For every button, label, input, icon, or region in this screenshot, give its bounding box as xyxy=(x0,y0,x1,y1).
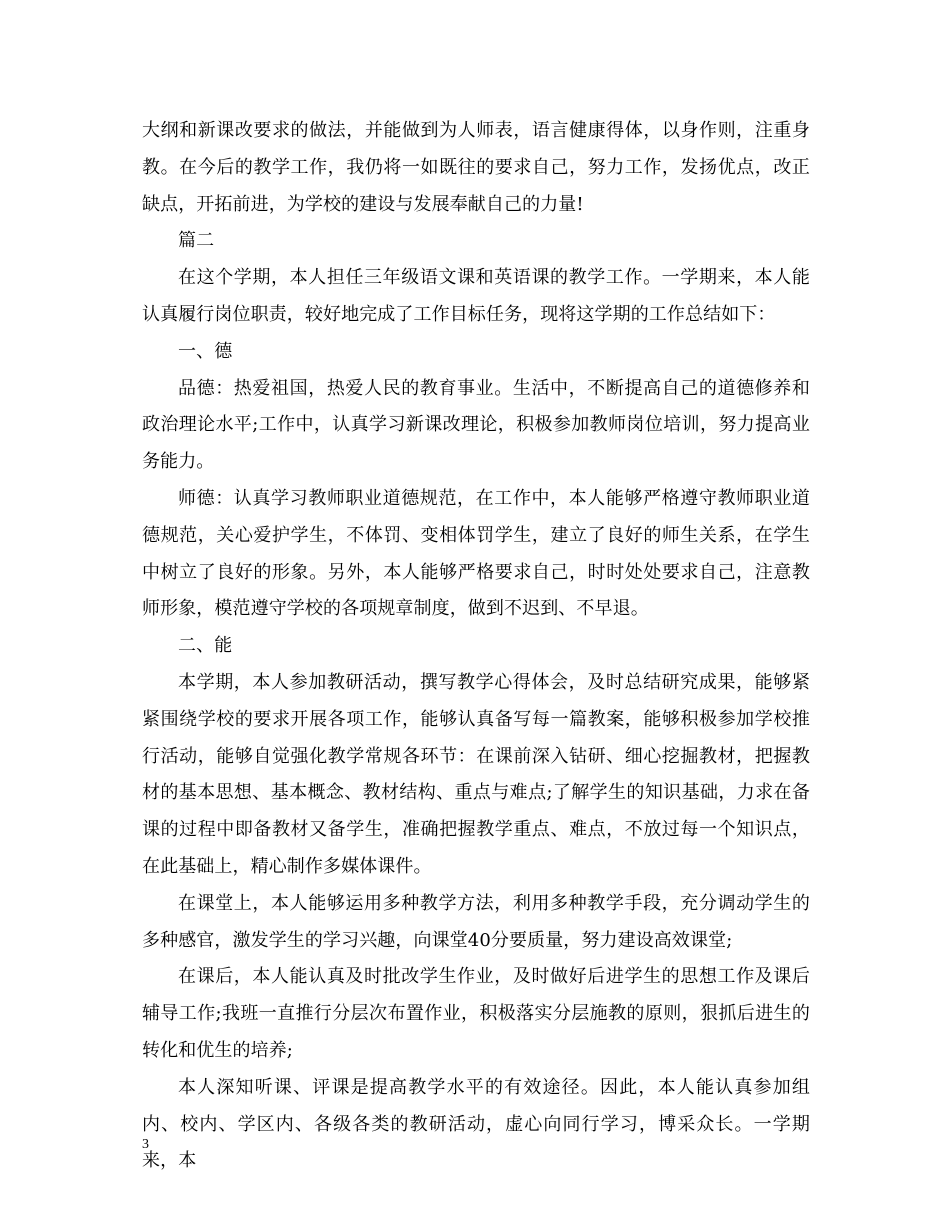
page-number: 3 xyxy=(142,1137,149,1152)
paragraph-classroom: 在课堂上，本人能够运用多种教学方法，利用多种教学手段，充分调动学生的多种感官，激发学生的学习兴趣，向课堂40分要质量，努力建设高效课堂; xyxy=(142,892,810,951)
section-heading-morality: 一、德 xyxy=(178,340,233,362)
paragraph-lesson-observation: 本人深知听课、评课是提高教学水平的有效途径。因此，本人能认真参加组内、校内、学区内、各级各类的教研活动，虚心向同行学习，博采众长。一学期来，本 xyxy=(142,1076,810,1172)
paragraph-continuation: 大纲和新课改要求的做法，并能做到为人师表，语言健康得体，以身作则，注重身教。在今后的教学工作，我仍将一如既往的要求自己，努力工作，发扬优点，改正缺点，开拓前进，为学校的建设与发展奉献自己的力量! xyxy=(142,120,810,215)
section-heading-part-two: 篇二 xyxy=(178,230,215,252)
section-heading-ability: 二、能 xyxy=(178,635,233,657)
paragraph-teacher-ethics: 师德：认真学习教师职业道德规范，在工作中，本人能够严格遵守教师职业道德规范，关心爱护学生，不体罚、变相体罚学生，建立了良好的师生关系，在学生中树立了良好的形象。另外，本人能够严格要求自己，时时处处要求自己，注意教师形象，模范遵守学校的各项规章制度，做到不迟到、不早退。 xyxy=(142,487,810,620)
body-text xyxy=(142,113,810,1180)
paragraph-teaching-research: 本学期，本人参加教研活动，撰写教学心得体会，及时总结研究成果，能够紧紧围绕学校的要求开展各项工作，能够认真备写每一篇教案，能够积极参加学校推行活动，能够自觉强化教学常规各环节：在课前深入钻研、细心挖掘教材，把握教材的基本思想、基本概念、教材结构、重点与难点;了解学生的知识基础，力求在备课的过程中即备教材又备学生，准确把握教学重点、难点，不放过每一个知识点，在此基础上，精心制作多媒体课件。 xyxy=(142,671,810,877)
paragraph-intro: 在这个学期，本人担任三年级语文课和英语课的教学工作。一学期来，本人能认真履行岗位职责，较好地完成了工作目标任务，现将这学期的工作总结如下： xyxy=(142,267,810,325)
paragraph-character: 品德：热爱祖国，热爱人民的教育事业。生活中，不断提高自己的道德修养和政治理论水平;工作中，认真学习新课改理论，积极参加教师岗位培训，努力提高业务能力。 xyxy=(142,377,810,473)
paragraph-after-class: 在课后，本人能认真及时批改学生作业，及时做好后进学生的思想工作及课后辅导工作;我班一直推行分层次布置作业，积极落实分层施教的原则，狠抓后进生的转化和优生的培养; xyxy=(142,966,810,1061)
